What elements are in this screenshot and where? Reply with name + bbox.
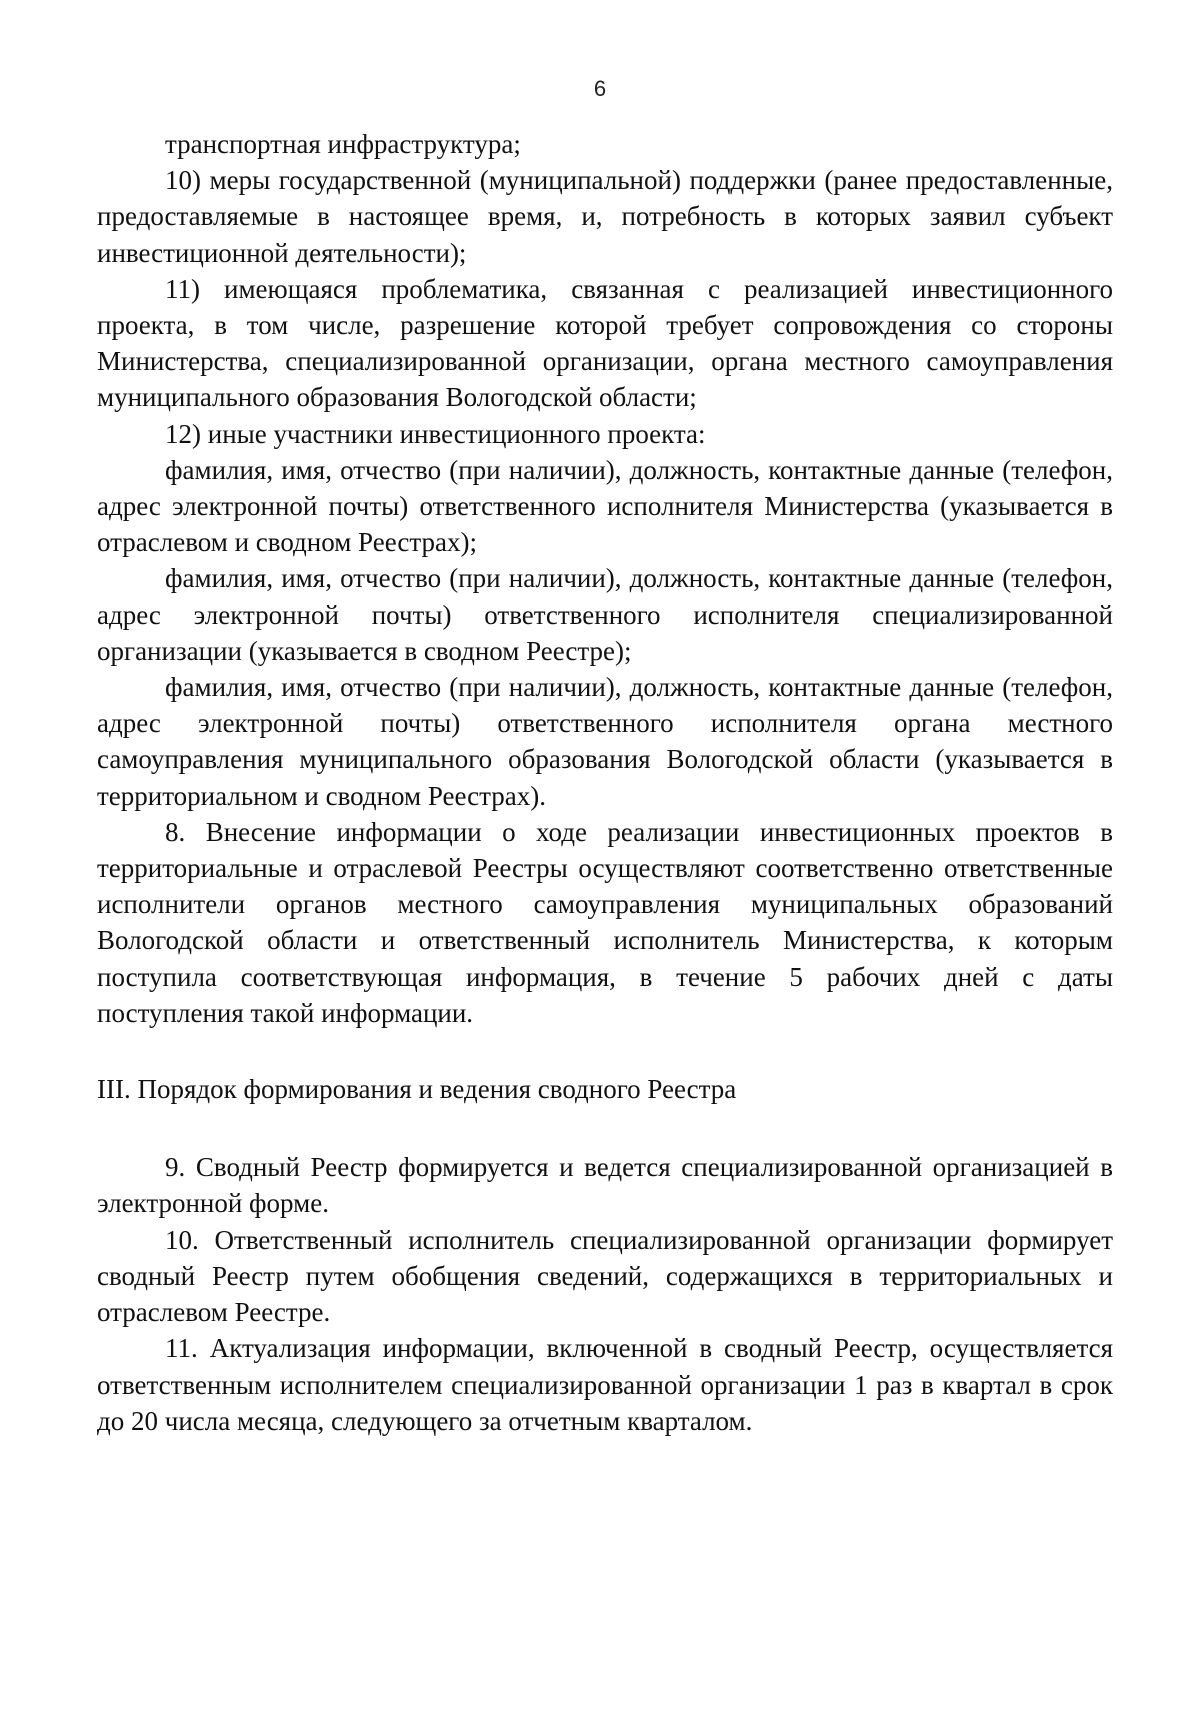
paragraph-item-10: 10) меры государственной (муниципальной) поддержки (ранее предоставленные, предоставляемые в настоящее время, и, потребность в которых заявил субъект инвестиционной деятельности); <box>97 165 1113 268</box>
section-heading: III. Порядок формирования и ведения сводного Реестра <box>97 1074 737 1105</box>
paragraph-item-11: 11) имеющаяся проблематика, связанная с реализацией инвестиционного проекта, в том числе, разрешение которой требует сопровождения со стороны Министерства, специализированной организации, органа местного самоуправления муниципального образования Вологодской области; <box>97 273 1113 413</box>
paragraph-clause-11: 11. Актуализация информации, включенной в сводный Реестр, осуществляется ответственным исполнителем специализированной организации 1 раз в квартал в срок до 20 числа месяца, следующего за отчетным кварталом. <box>97 1333 1113 1436</box>
document-body <box>97 126 1113 1439</box>
paragraph-transport-infrastructure: транспортная инфраструктура; <box>165 129 521 159</box>
paragraph-municipal-contact: фамилия, имя, отчество (при наличии), должность, контактные данные (телефон, адрес электронной почты) ответственного исполнителя органа местного самоуправления муниципального образования Вологодской области (указывается в территориальном и сводном Реестрах). <box>97 672 1113 811</box>
paragraph-clause-8: 8. Внесение информации о ходе реализации инвестиционных проектов в территориальные и отраслевой Реестры осуществляют соответственно ответственные исполнители органов местного самоуправления муниципальных образований Вологодской области и ответственный исполнитель Министерства, к которым поступила соответствующая информация, в течение 5 рабочих дней с даты поступления такой информации. <box>97 816 1113 1028</box>
paragraph-organization-contact: фамилия, имя, отчество (при наличии), должность, контактные данные (телефон, адрес электронной почты) ответственного исполнителя специализированной организации (указывается в сводном Реестре); <box>97 563 1113 666</box>
paragraph-clause-9: 9. Сводный Реестр формируется и ведется специализированной организацией в электронной форме. <box>97 1152 1113 1219</box>
paragraph-ministry-contact: фамилия, имя, отчество (при наличии), должность, контактные данные (телефон, адрес электронной почты) ответственного исполнителя Министерства (указывается в отраслевом и сводном Реестрах); <box>97 454 1113 558</box>
paragraph-item-12: 12) иные участники инвестиционного проекта: <box>165 418 706 449</box>
paragraph-clause-10: 10. Ответственный исполнитель специализированной организации формирует сводный Реестр путем обобщения сведений, содержащихся в территориальных и отраслевом Реестре. <box>97 1224 1113 1328</box>
page-number: 6 <box>593 76 607 101</box>
